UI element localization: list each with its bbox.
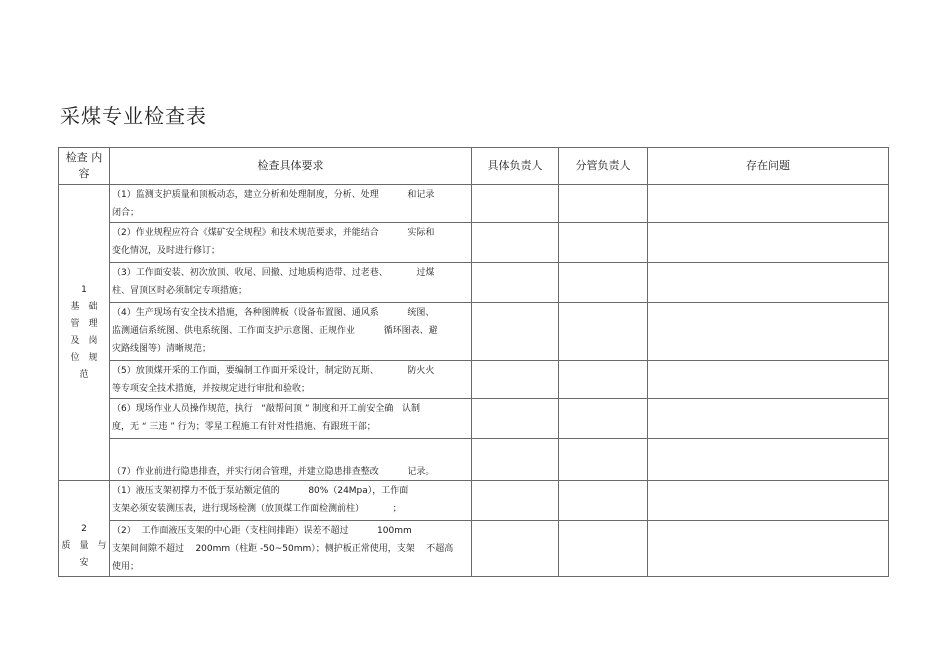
inspection-table xyxy=(58,147,889,577)
responsible-cell[interactable] xyxy=(472,263,559,303)
issues-cell[interactable] xyxy=(648,361,889,399)
responsible-cell[interactable] xyxy=(472,223,559,263)
table-row xyxy=(59,361,889,399)
table-row xyxy=(59,481,889,521)
page-title: 采煤专业检查表 xyxy=(60,104,207,128)
supervisor-cell[interactable] xyxy=(559,263,648,303)
requirement-cell: （3）工作面安装、初次放顶、收尾、回撤、过地质构造带、过老巷、 过煤 柱、冒顶区时必须制定专项措施； xyxy=(110,263,472,303)
issues-cell[interactable] xyxy=(648,303,889,361)
requirement-cell: （2） 工作面液压支架的中心距（支柱间排距）误差不超过 100mm 支架间间隙不超过 200mm（柱距 -50~50mm）；侧护板正常使用，支架 不超高 使用； xyxy=(110,521,472,577)
requirement-cell: （7）作业前进行隐患排查，并实行闭合管理，并建立隐患排查整改 记录。 xyxy=(110,439,472,481)
table-row xyxy=(59,439,889,481)
supervisor-cell[interactable] xyxy=(559,521,648,577)
responsible-cell[interactable] xyxy=(472,481,559,521)
issues-cell[interactable] xyxy=(648,481,889,521)
header-category: 检查 内 容 xyxy=(59,148,110,185)
supervisor-cell[interactable] xyxy=(559,223,648,263)
table-row xyxy=(59,223,889,263)
header-supervisor: 分管负责人 xyxy=(559,148,648,185)
issues-cell[interactable] xyxy=(648,439,889,481)
issues-cell[interactable] xyxy=(648,185,889,223)
responsible-cell[interactable] xyxy=(472,185,559,223)
section-2-label: 2 质 量 与 安 xyxy=(59,481,110,577)
issues-cell[interactable] xyxy=(648,521,889,577)
table-header-row xyxy=(59,148,889,185)
requirement-cell: （1）监测支护质量和顶板动态，建立分析和处理制度，分析、处理 和记录 闭合； xyxy=(110,185,472,223)
responsible-cell[interactable] xyxy=(472,361,559,399)
header-responsible: 具体负责人 xyxy=(472,148,559,185)
supervisor-cell[interactable] xyxy=(559,481,648,521)
table-row xyxy=(59,263,889,303)
section-1-label: 1 基 础 管 理 及 岗 位 规 范 xyxy=(59,185,110,481)
requirement-cell: （1）液压支架初撑力不低于泵站额定值的 80%（24Mpa），工作面 支架必须安装测压表，进行现场检测（放顶煤工作面检测前柱） ； xyxy=(110,481,472,521)
responsible-cell[interactable] xyxy=(472,303,559,361)
table-row xyxy=(59,185,889,223)
supervisor-cell[interactable] xyxy=(559,439,648,481)
responsible-cell[interactable] xyxy=(472,399,559,439)
issues-cell[interactable] xyxy=(648,263,889,303)
responsible-cell[interactable] xyxy=(472,521,559,577)
requirement-cell: （6）现场作业人员操作规范，执行 “敲帮问顶 ” 制度和开工前安全确 认制 度，无 “ 三违 ” 行为；零星工程施工有针对性措施、有跟班干部； xyxy=(110,399,472,439)
requirement-cell: （4）生产现场有安全技术措施，各种图牌板（设备布置图、通风系 统图、 监测通信系统图、供电系统图、工作面支护示意图、正规作业 循环图表、避 灾路线图等）清晰规范； xyxy=(110,303,472,361)
issues-cell[interactable] xyxy=(648,223,889,263)
requirement-cell: （5）放顶煤开采的工作面，要编制工作面开采设计，制定防瓦斯、 防火火 等专项安全技术措施，并按规定进行审批和验收； xyxy=(110,361,472,399)
supervisor-cell[interactable] xyxy=(559,361,648,399)
requirement-cell: （2）作业规程应符合《煤矿安全规程》和技术规范要求，并能结合 实际和 变化情况，及时进行修订； xyxy=(110,223,472,263)
header-requirement: 检查具体要求 xyxy=(110,148,472,185)
table-row xyxy=(59,521,889,577)
table-row xyxy=(59,303,889,361)
header-issues: 存在问题 xyxy=(648,148,889,185)
supervisor-cell[interactable] xyxy=(559,303,648,361)
responsible-cell[interactable] xyxy=(472,439,559,481)
table-row xyxy=(59,399,889,439)
supervisor-cell[interactable] xyxy=(559,399,648,439)
issues-cell[interactable] xyxy=(648,399,889,439)
supervisor-cell[interactable] xyxy=(559,185,648,223)
